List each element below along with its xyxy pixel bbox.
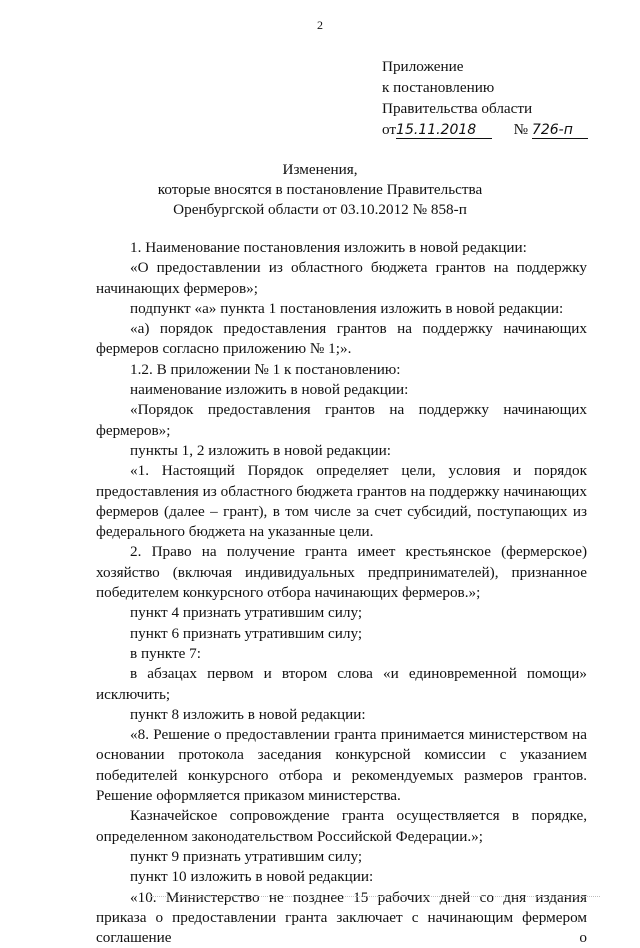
paragraph: пункт 9 признать утратившим силу; [96,847,587,867]
date-prefix: от [382,121,396,138]
paragraph: пункт 4 признать утратившим силу; [96,603,587,623]
appendix-line-3: Правительства области [382,98,588,119]
paragraph: пункт 6 признать утратившим силу; [96,624,587,644]
paragraph: в пункте 7: [96,644,587,664]
handwritten-number: 726-п [532,122,588,139]
title-line-1: Изменения, [0,160,640,180]
paragraph: подпункт «а» пункта 1 постановления изложить в новой редакции: [96,299,587,319]
scan-edge-artifact [150,896,600,901]
appendix-header [382,56,588,140]
paragraph: пункт 10 изложить в новой редакции: [96,867,587,887]
paragraph: пункт 8 изложить в новой редакции: [96,705,587,725]
number-prefix: № [514,121,529,138]
appendix-line-2: к постановлению [382,77,588,98]
paragraph: «Порядок предоставления грантов на поддержку начинающих фермеров»; [96,400,587,441]
paragraph: 1.2. В приложении № 1 к постановлению: [96,360,587,380]
paragraph: «О предоставлении из областного бюджета грантов на поддержку начинающих фермеров»; [96,258,587,299]
paragraph: «а) порядок предоставления грантов на поддержку начинающих фермеров согласно приложению № 1;». [96,319,587,360]
title-line-2: которые вносятся в постановление Правительства [0,180,640,200]
appendix-date-line [382,119,588,140]
paragraph: «1. Настоящий Порядок определяет цели, условия и порядок предоставления из областного бюджета грантов на поддержку начинающих фермеров (далее – грант), в том числе за счет субсидий, поступающих из федерального бюджета на указанные цели. [96,461,587,542]
paragraph: 2. Право на получение гранта имеет крестьянское (фермерское) хозяйство (включая индивидуальных предпринимателей), признанное победителем конкурсного отбора начинающих фермеров.»; [96,542,587,603]
paragraph: пункты 1, 2 изложить в новой редакции: [96,441,587,461]
paragraph: Казначейское сопровождение гранта осуществляется в порядке, определенном законодательством Российской Федерации.»; [96,806,587,847]
paragraph: в абзацах первом и втором слова «и единовременной помощи» исключить; [96,664,587,705]
handwritten-date: 15.11.2018 [396,122,492,139]
paragraph: 1. Наименование постановления изложить в новой редакции: [96,238,587,258]
paragraph: наименование изложить в новой редакции: [96,380,587,400]
document-title [0,160,640,220]
title-line-3: Оренбургской области от 03.10.2012 № 858-п [0,200,640,220]
paragraph: «8. Решение о предоставлении гранта принимается министерством на основании протокола заседания конкурсной комиссии с указанием победителей конкурсного отбора и рекомендуемых размеров грантов. Решение оформляется приказом министерства. [96,725,587,806]
appendix-line-1: Приложение [382,56,588,77]
paragraph: «10. Министерство не позднее 15 рабочих дней со дня издания приказа о предоставлении гранта заключает с начинающим фермером соглашение о [96,888,587,948]
page-number: 2 [0,18,640,33]
document-body [96,238,587,948]
